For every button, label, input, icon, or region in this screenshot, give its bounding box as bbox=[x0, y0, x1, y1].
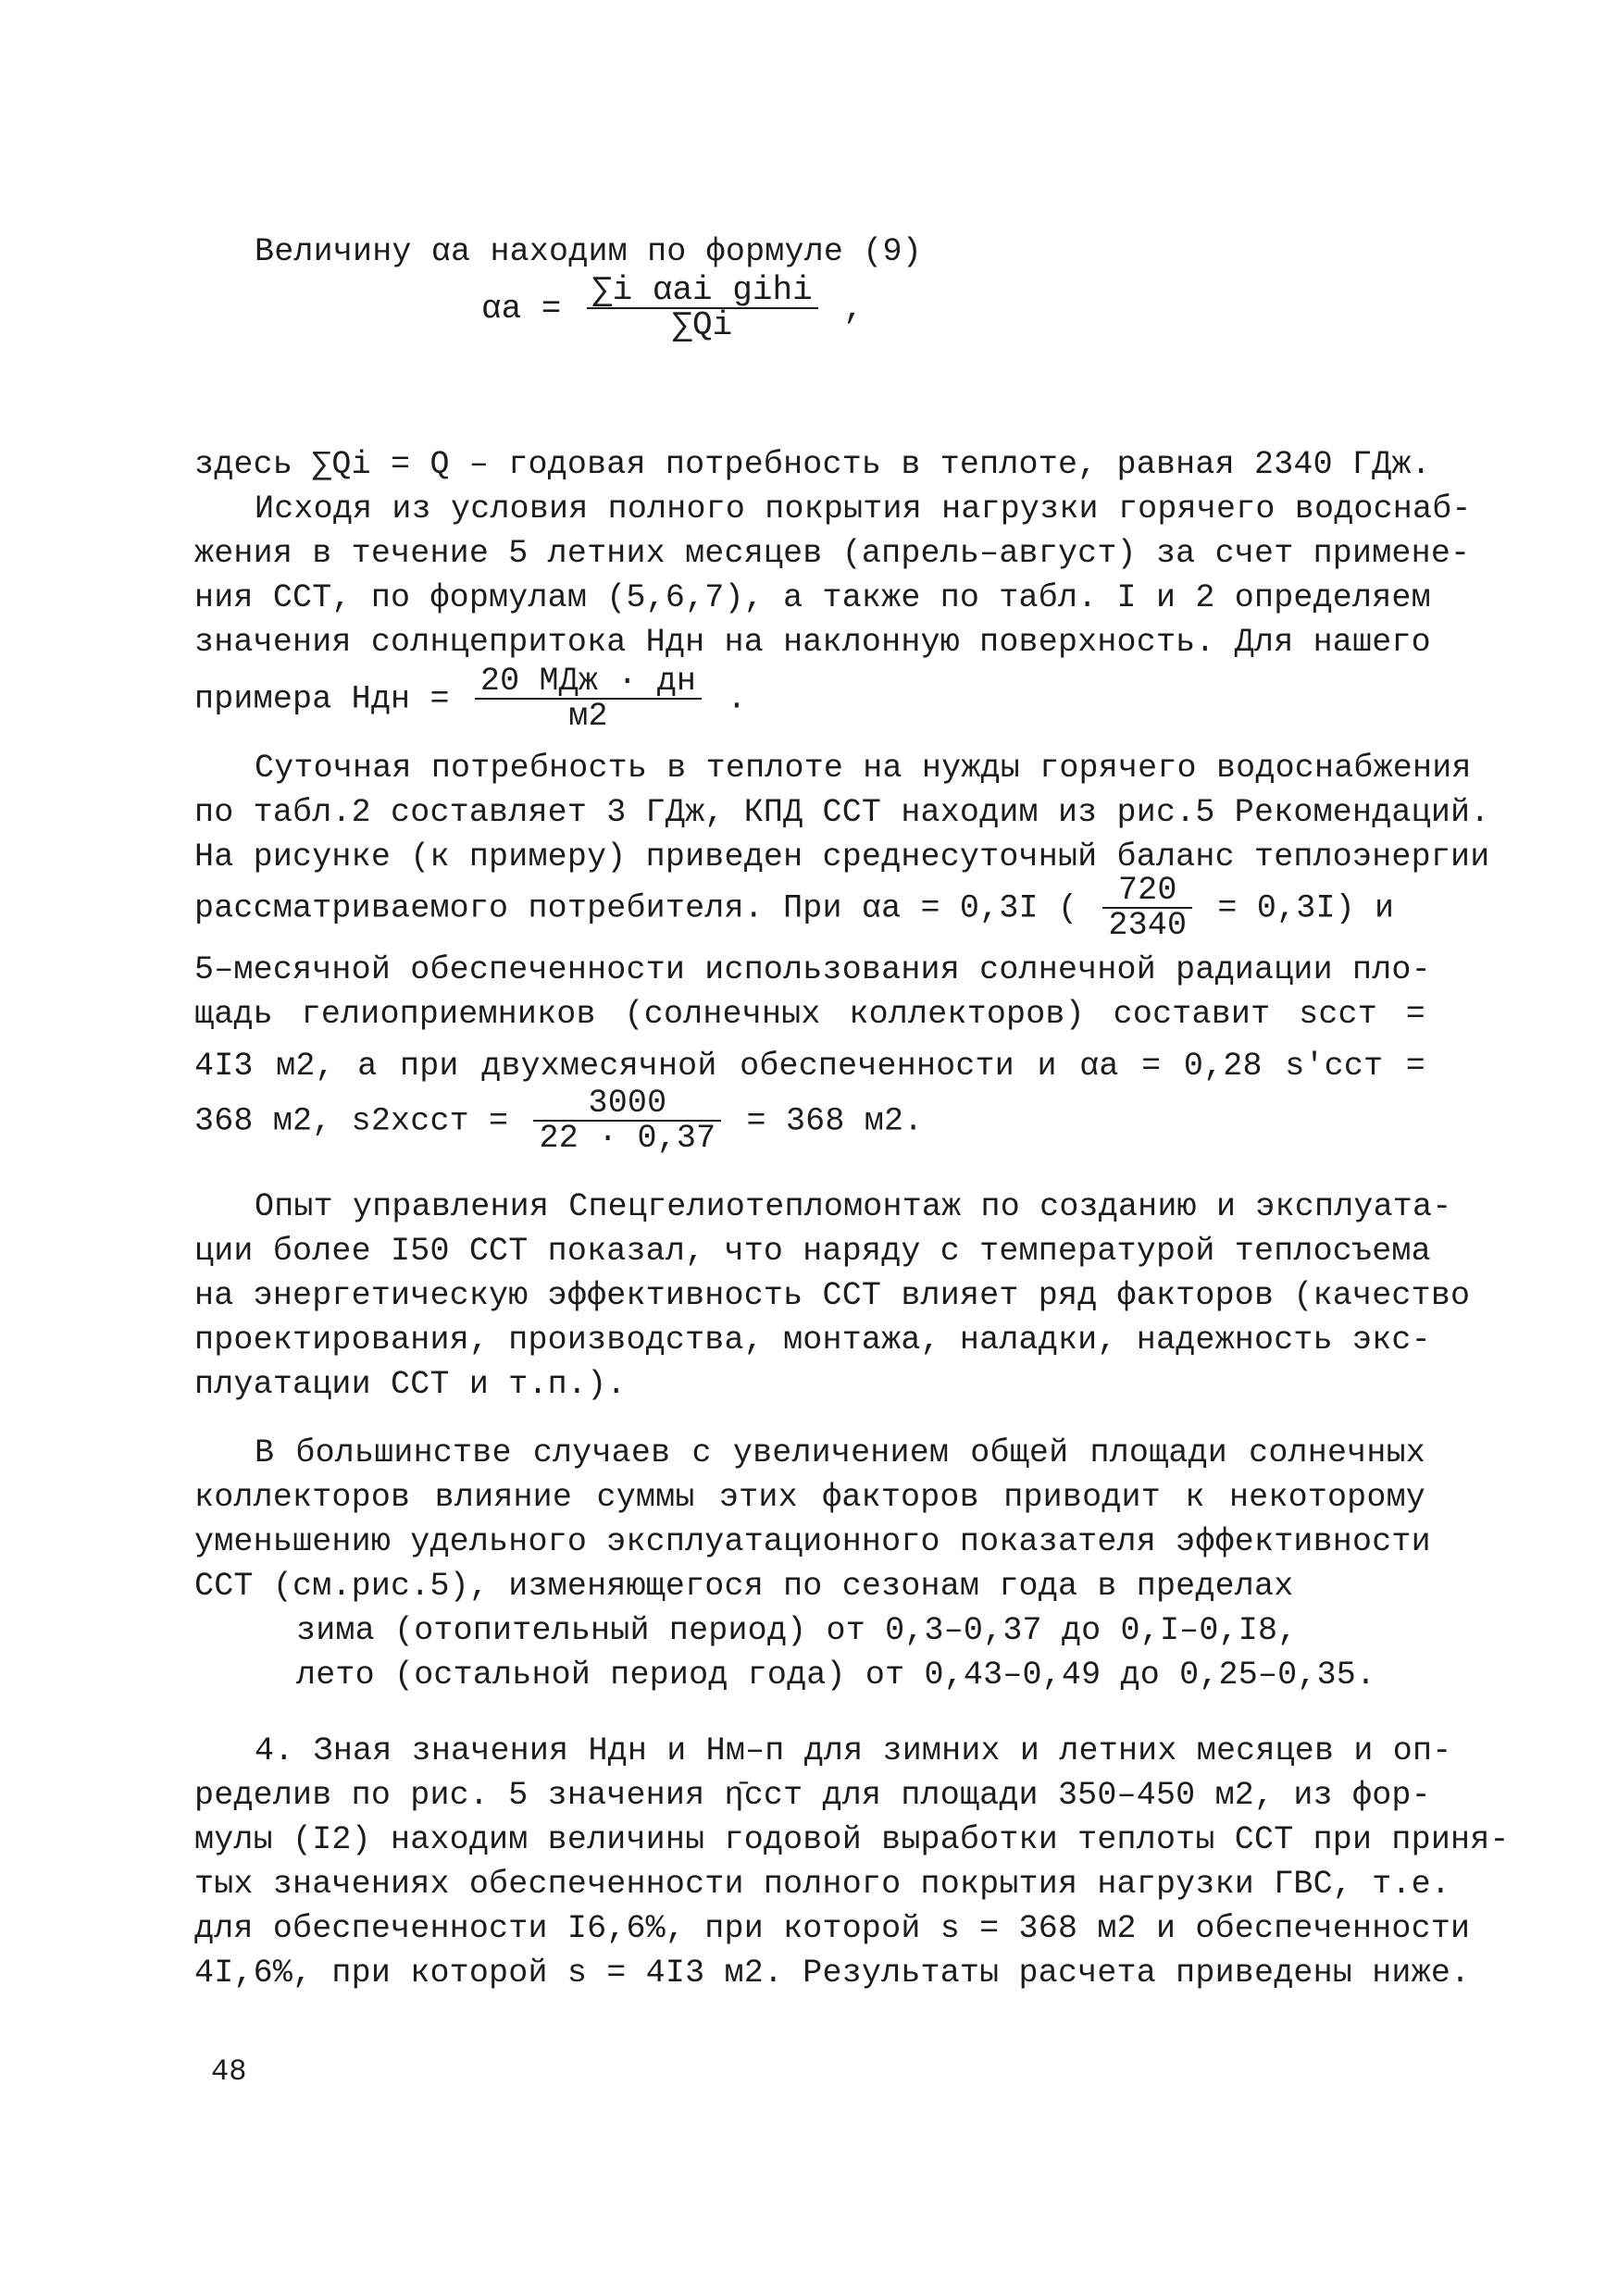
fraction-numerator: 20 МДж · дн bbox=[475, 664, 702, 700]
text-line: коллекторов влияние суммы этих факторов приводит к некоторому bbox=[194, 1479, 1425, 1516]
text-line: ределив по рис. 5 значения η̄сст для площади 350–450 м2, из фор- bbox=[194, 1777, 1431, 1814]
fraction-denominator: м2 bbox=[568, 698, 608, 735]
fraction-denominator: 22 · 0,37 bbox=[539, 1120, 716, 1157]
formula-alpha bbox=[481, 271, 864, 344]
text-line: На рисунке (к примеру) приведен среднесуточный баланс теплоэнергии bbox=[194, 838, 1490, 875]
text-line: 5–месячной обеспеченности использования солнечной радиации пло- bbox=[194, 951, 1431, 988]
text-line: ции более I50 ССТ показал, что наряду с температурой теплосъема bbox=[194, 1233, 1431, 1270]
text-line bbox=[194, 1086, 1425, 1155]
text-line: по табл.2 составляет 3 ГДж, КПД ССТ находим из рис.5 Рекомендаций. bbox=[194, 794, 1490, 831]
text-line: проектирования, производства, монтажа, наладки, надежность экс- bbox=[194, 1322, 1431, 1359]
formula-numerator: ∑i αai gihi bbox=[587, 274, 818, 309]
formula-lhs: αa = bbox=[481, 289, 562, 328]
inline-fraction bbox=[475, 664, 702, 733]
text-line: уменьшению удельного эксплуатационного показателя эффективности bbox=[194, 1523, 1431, 1560]
formula-denominator: ∑Qi bbox=[672, 306, 733, 344]
text-line: Суточная потребность в теплоте на нужды горячего водоснабжения bbox=[255, 750, 1472, 787]
formula-tail: , bbox=[843, 289, 864, 328]
text-fragment: 368 м2, s2xсст = bbox=[194, 1102, 509, 1140]
text-line: мулы (I2) находим величины годовой выработки теплоты ССТ при приня- bbox=[194, 1821, 1510, 1858]
text-line: Опыт управления Спецгелиотепломонтаж по созданию и эксплуата- bbox=[255, 1188, 1452, 1225]
inline-fraction bbox=[533, 1086, 721, 1155]
formula-fraction bbox=[587, 271, 818, 344]
text-line: 4. Зная значения Hдн и Hм–п для зимних и летних месяцев и оп- bbox=[255, 1732, 1452, 1769]
text-fragment: = 0,3I) и bbox=[1217, 889, 1395, 927]
text-line: жения в течение 5 летних месяцев (апрель–август) за счет примене- bbox=[194, 535, 1471, 572]
text-line: В большинстве случаев с увеличением общей площади солнечных bbox=[255, 1434, 1425, 1471]
page-number: 48 bbox=[211, 2054, 247, 2089]
text-line bbox=[194, 874, 1425, 942]
text-line: здесь ∑Qi = Q – годовая потребность в теплоте, равная 2340 ГДж. bbox=[194, 446, 1431, 483]
text-fragment: рассматриваемого потребителя. При αa = 0,3I ( bbox=[194, 889, 1078, 927]
fraction-denominator: 2340 bbox=[1108, 907, 1188, 944]
text-fragment: = 368 м2. bbox=[746, 1102, 924, 1140]
text-line: Величину αa находим по формуле (9) bbox=[255, 233, 922, 270]
text-line: значения солнцепритока Hдн на наклонную поверхность. Для нашего bbox=[194, 624, 1431, 661]
text-line: щадь гелиоприемников (солнечных коллекторов) составит sсст = bbox=[194, 996, 1425, 1033]
text-line: тых значениях обеспеченности полного покрытия нагрузки ГВС, т.е. bbox=[194, 1866, 1451, 1903]
text-line: 4I3 м2, а при двухмесячной обеспеченности и αa = 0,28 s'сст = bbox=[194, 1048, 1425, 1085]
text-line: ния ССТ, по формулам (5,6,7), а также по табл. I и 2 определяем bbox=[194, 579, 1431, 616]
text-line: на энергетическую эффективность ССТ влияет ряд факторов (качество bbox=[194, 1277, 1471, 1314]
text-line: зима (отопительный период) от 0,3–0,37 до 0,I–0,I8, bbox=[296, 1612, 1298, 1649]
text-line: 4I,6%, при которой s = 4I3 м2. Результаты расчета приведены ниже. bbox=[194, 1955, 1471, 1992]
fraction-numerator: 720 bbox=[1102, 874, 1192, 909]
text-line: ССТ (см.рис.5), изменяющегося по сезонам года в пределах bbox=[194, 1568, 1294, 1605]
text-line: Исходя из условия полного покрытия нагрузки горячего водоснаб- bbox=[255, 490, 1472, 527]
text-fragment: . bbox=[727, 680, 747, 718]
text-line bbox=[194, 664, 1425, 733]
inline-fraction bbox=[1102, 874, 1192, 942]
text-line: лето (остальной период года) от 0,43–0,49 до 0,25–0,35. bbox=[296, 1657, 1376, 1694]
fraction-numerator: 3000 bbox=[533, 1086, 721, 1122]
text-line: для обеспеченности I6,6%, при которой s = 368 м2 и обеспеченности bbox=[194, 1910, 1471, 1947]
text-line: плуатации ССТ и т.п.). bbox=[194, 1366, 627, 1403]
text-fragment: примера Hдн = bbox=[194, 680, 450, 718]
